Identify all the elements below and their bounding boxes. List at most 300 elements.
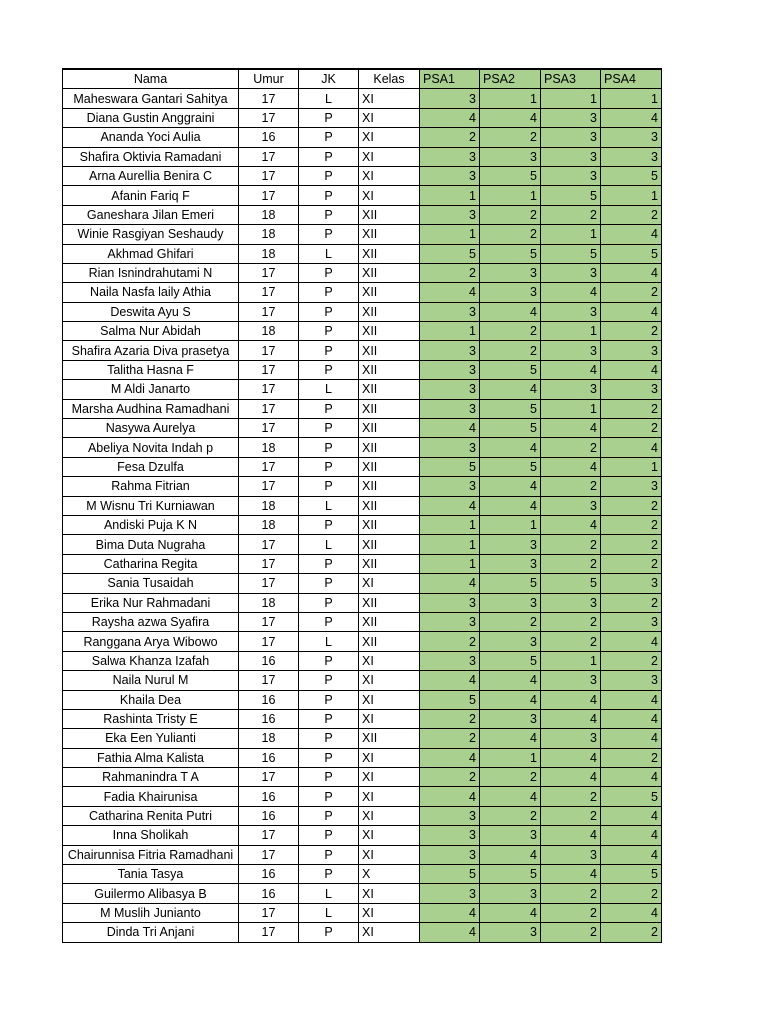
table-row: [63, 884, 662, 903]
psa2-cell: 5: [480, 360, 541, 379]
name-cell: Catharina Regita: [63, 554, 239, 573]
psa4-cell: 4: [601, 845, 662, 864]
gender-cell: L: [299, 89, 359, 108]
psa3-cell: 4: [541, 283, 601, 302]
psa4-cell: 2: [601, 593, 662, 612]
header-psa1: PSA1: [420, 69, 480, 89]
class-cell: XI: [359, 845, 420, 864]
table-row: [63, 147, 662, 166]
gender-cell: P: [299, 147, 359, 166]
psa1-cell: 3: [420, 593, 480, 612]
age-cell: 17: [239, 768, 299, 787]
class-cell: XII: [359, 729, 420, 748]
table-row: [63, 341, 662, 360]
psa2-cell: 4: [480, 787, 541, 806]
gender-cell: P: [299, 593, 359, 612]
age-cell: 16: [239, 651, 299, 670]
name-cell: Akhmad Ghifari: [63, 244, 239, 263]
gender-cell: L: [299, 496, 359, 515]
psa4-cell: 2: [601, 283, 662, 302]
psa2-cell: 5: [480, 457, 541, 476]
psa2-cell: 5: [480, 244, 541, 263]
class-cell: XI: [359, 768, 420, 787]
class-cell: XI: [359, 690, 420, 709]
class-cell: XII: [359, 438, 420, 457]
gender-cell: P: [299, 322, 359, 341]
table-row: [63, 244, 662, 263]
psa2-cell: 4: [480, 690, 541, 709]
psa4-cell: 3: [601, 574, 662, 593]
class-cell: XII: [359, 360, 420, 379]
gender-cell: P: [299, 283, 359, 302]
class-cell: XII: [359, 263, 420, 282]
psa1-cell: 3: [420, 477, 480, 496]
psa2-cell: 3: [480, 535, 541, 554]
table-row: [63, 709, 662, 728]
class-cell: XI: [359, 89, 420, 108]
psa3-cell: 3: [541, 496, 601, 515]
gender-cell: P: [299, 787, 359, 806]
class-cell: XI: [359, 748, 420, 767]
psa3-cell: 2: [541, 632, 601, 651]
name-cell: Winie Rasgiyan Seshaudy: [63, 225, 239, 244]
age-cell: 18: [239, 515, 299, 534]
age-cell: 18: [239, 496, 299, 515]
psa2-cell: 5: [480, 651, 541, 670]
table-row: [63, 205, 662, 224]
psa2-cell: 4: [480, 108, 541, 127]
psa3-cell: 3: [541, 671, 601, 690]
psa2-cell: 4: [480, 496, 541, 515]
name-cell: Diana Gustin Anggraini: [63, 108, 239, 127]
psa2-cell: 5: [480, 399, 541, 418]
age-cell: 17: [239, 302, 299, 321]
table-row: [63, 612, 662, 631]
name-cell: Ganeshara Jilan Emeri: [63, 205, 239, 224]
psa2-cell: 3: [480, 593, 541, 612]
class-cell: XII: [359, 302, 420, 321]
psa2-cell: 4: [480, 477, 541, 496]
name-cell: Tania Tasya: [63, 865, 239, 884]
psa4-cell: 5: [601, 787, 662, 806]
psa3-cell: 2: [541, 612, 601, 631]
psa2-cell: 2: [480, 128, 541, 147]
psa3-cell: 2: [541, 554, 601, 573]
psa3-cell: 4: [541, 768, 601, 787]
table-row: [63, 903, 662, 922]
class-cell: X: [359, 865, 420, 884]
name-cell: Rahma Fitrian: [63, 477, 239, 496]
gender-cell: P: [299, 399, 359, 418]
psa3-cell: 3: [541, 593, 601, 612]
name-cell: Naila Nasfa laily Athia: [63, 283, 239, 302]
age-cell: 17: [239, 89, 299, 108]
table-row: [63, 302, 662, 321]
table-row: [63, 593, 662, 612]
age-cell: 17: [239, 166, 299, 185]
table-row: [63, 574, 662, 593]
name-cell: Nasywa Aurelya: [63, 419, 239, 438]
psa3-cell: 4: [541, 515, 601, 534]
psa1-cell: 4: [420, 787, 480, 806]
table-row: [63, 166, 662, 185]
psa3-cell: 2: [541, 923, 601, 942]
header-jk: JK: [299, 69, 359, 89]
psa4-cell: 3: [601, 147, 662, 166]
name-cell: Guilermo Alibasya B: [63, 884, 239, 903]
gender-cell: L: [299, 884, 359, 903]
psa4-cell: 4: [601, 729, 662, 748]
gender-cell: P: [299, 438, 359, 457]
psa3-cell: 3: [541, 845, 601, 864]
psa3-cell: 1: [541, 322, 601, 341]
name-cell: Deswita Ayu S: [63, 302, 239, 321]
class-cell: XII: [359, 244, 420, 263]
psa4-cell: 4: [601, 438, 662, 457]
gender-cell: P: [299, 574, 359, 593]
name-cell: Shafira Azaria Diva prasetya: [63, 341, 239, 360]
psa2-cell: 3: [480, 826, 541, 845]
psa4-cell: 4: [601, 263, 662, 282]
name-cell: Fathia Alma Kalista: [63, 748, 239, 767]
class-cell: XI: [359, 923, 420, 942]
psa2-cell: 4: [480, 845, 541, 864]
name-cell: Rian Isnindrahutami N: [63, 263, 239, 282]
psa2-cell: 2: [480, 806, 541, 825]
psa4-cell: 4: [601, 225, 662, 244]
psa1-cell: 3: [420, 826, 480, 845]
class-cell: XII: [359, 632, 420, 651]
psa4-cell: 2: [601, 496, 662, 515]
age-cell: 17: [239, 341, 299, 360]
age-cell: 17: [239, 923, 299, 942]
gender-cell: P: [299, 225, 359, 244]
name-cell: Bima Duta Nugraha: [63, 535, 239, 554]
age-cell: 16: [239, 748, 299, 767]
class-cell: XI: [359, 903, 420, 922]
name-cell: Ananda Yoci Aulia: [63, 128, 239, 147]
age-cell: 17: [239, 263, 299, 282]
gender-cell: P: [299, 419, 359, 438]
psa2-cell: 5: [480, 166, 541, 185]
psa1-cell: 3: [420, 806, 480, 825]
psa2-cell: 3: [480, 884, 541, 903]
header-umur: Umur: [239, 69, 299, 89]
psa2-cell: 3: [480, 554, 541, 573]
psa4-cell: 3: [601, 128, 662, 147]
gender-cell: P: [299, 515, 359, 534]
table-row: [63, 380, 662, 399]
psa1-cell: 2: [420, 729, 480, 748]
class-cell: XI: [359, 651, 420, 670]
psa1-cell: 3: [420, 360, 480, 379]
psa3-cell: 4: [541, 709, 601, 728]
psa4-cell: 3: [601, 477, 662, 496]
psa2-cell: 2: [480, 205, 541, 224]
psa4-cell: 3: [601, 341, 662, 360]
gender-cell: P: [299, 477, 359, 496]
age-cell: 17: [239, 419, 299, 438]
age-cell: 18: [239, 729, 299, 748]
class-cell: XII: [359, 554, 420, 573]
name-cell: Afanin Fariq F: [63, 186, 239, 205]
name-cell: Naila Nurul M: [63, 671, 239, 690]
class-cell: XI: [359, 709, 420, 728]
table-row: [63, 89, 662, 108]
age-cell: 16: [239, 709, 299, 728]
psa3-cell: 3: [541, 341, 601, 360]
psa4-cell: 4: [601, 806, 662, 825]
table-row: [63, 438, 662, 457]
psa1-cell: 5: [420, 865, 480, 884]
psa2-cell: 1: [480, 89, 541, 108]
gender-cell: L: [299, 903, 359, 922]
age-cell: 17: [239, 845, 299, 864]
psa3-cell: 4: [541, 419, 601, 438]
name-cell: Catharina Renita Putri: [63, 806, 239, 825]
psa3-cell: 4: [541, 457, 601, 476]
psa2-cell: 3: [480, 709, 541, 728]
student-score-table: [62, 68, 662, 943]
psa4-cell: 3: [601, 671, 662, 690]
psa2-cell: 1: [480, 186, 541, 205]
psa1-cell: 3: [420, 205, 480, 224]
gender-cell: L: [299, 632, 359, 651]
psa3-cell: 1: [541, 225, 601, 244]
gender-cell: P: [299, 341, 359, 360]
name-cell: Ranggana Arya Wibowo: [63, 632, 239, 651]
header-nama: Nama: [63, 69, 239, 89]
psa1-cell: 3: [420, 89, 480, 108]
gender-cell: L: [299, 244, 359, 263]
class-cell: XII: [359, 283, 420, 302]
psa3-cell: 3: [541, 263, 601, 282]
table-row: [63, 457, 662, 476]
psa3-cell: 1: [541, 399, 601, 418]
age-cell: 16: [239, 787, 299, 806]
psa4-cell: 4: [601, 690, 662, 709]
name-cell: Arna Aurellia Benira C: [63, 166, 239, 185]
psa1-cell: 3: [420, 380, 480, 399]
class-cell: XII: [359, 612, 420, 631]
table-row: [63, 651, 662, 670]
table-row: [63, 496, 662, 515]
name-cell: Rashinta Tristy E: [63, 709, 239, 728]
class-cell: XII: [359, 205, 420, 224]
psa2-cell: 3: [480, 147, 541, 166]
name-cell: Raysha azwa Syafira: [63, 612, 239, 631]
psa1-cell: 2: [420, 709, 480, 728]
psa2-cell: 4: [480, 438, 541, 457]
psa4-cell: 2: [601, 884, 662, 903]
class-cell: XI: [359, 147, 420, 166]
name-cell: M Wisnu Tri Kurniawan: [63, 496, 239, 515]
psa4-cell: 2: [601, 554, 662, 573]
table-row: [63, 632, 662, 651]
table-row: [63, 826, 662, 845]
class-cell: XII: [359, 457, 420, 476]
age-cell: 17: [239, 399, 299, 418]
gender-cell: P: [299, 768, 359, 787]
class-cell: XII: [359, 225, 420, 244]
gender-cell: P: [299, 554, 359, 573]
table-row: [63, 108, 662, 127]
gender-cell: P: [299, 166, 359, 185]
age-cell: 18: [239, 322, 299, 341]
age-cell: 18: [239, 593, 299, 612]
psa4-cell: 3: [601, 380, 662, 399]
psa1-cell: 4: [420, 283, 480, 302]
psa2-cell: 5: [480, 419, 541, 438]
psa1-cell: 1: [420, 554, 480, 573]
table-row: [63, 186, 662, 205]
psa4-cell: 1: [601, 186, 662, 205]
psa4-cell: 5: [601, 865, 662, 884]
age-cell: 17: [239, 147, 299, 166]
psa1-cell: 2: [420, 263, 480, 282]
gender-cell: P: [299, 826, 359, 845]
table-body: [63, 89, 662, 942]
age-cell: 17: [239, 632, 299, 651]
psa3-cell: 2: [541, 884, 601, 903]
psa4-cell: 4: [601, 709, 662, 728]
psa1-cell: 2: [420, 128, 480, 147]
name-cell: Salwa Khanza Izafah: [63, 651, 239, 670]
psa2-cell: 2: [480, 225, 541, 244]
table-row: [63, 865, 662, 884]
psa2-cell: 4: [480, 302, 541, 321]
psa4-cell: 2: [601, 399, 662, 418]
psa4-cell: 2: [601, 923, 662, 942]
class-cell: XI: [359, 108, 420, 127]
class-cell: XI: [359, 806, 420, 825]
class-cell: XII: [359, 477, 420, 496]
age-cell: 17: [239, 360, 299, 379]
psa1-cell: 4: [420, 419, 480, 438]
table-row: [63, 225, 662, 244]
psa1-cell: 3: [420, 302, 480, 321]
class-cell: XI: [359, 166, 420, 185]
psa1-cell: 5: [420, 457, 480, 476]
psa1-cell: 1: [420, 535, 480, 554]
name-cell: Eka Een Yulianti: [63, 729, 239, 748]
table-row: [63, 322, 662, 341]
psa3-cell: 2: [541, 806, 601, 825]
table-row: [63, 845, 662, 864]
gender-cell: L: [299, 380, 359, 399]
table-row: [63, 554, 662, 573]
name-cell: Salma Nur Abidah: [63, 322, 239, 341]
psa1-cell: 4: [420, 923, 480, 942]
gender-cell: L: [299, 535, 359, 554]
gender-cell: P: [299, 612, 359, 631]
psa3-cell: 4: [541, 690, 601, 709]
psa2-cell: 5: [480, 574, 541, 593]
gender-cell: P: [299, 709, 359, 728]
psa4-cell: 4: [601, 632, 662, 651]
table-row: [63, 263, 662, 282]
psa3-cell: 4: [541, 865, 601, 884]
psa3-cell: 3: [541, 128, 601, 147]
psa3-cell: 3: [541, 729, 601, 748]
psa3-cell: 2: [541, 477, 601, 496]
psa4-cell: 5: [601, 244, 662, 263]
psa1-cell: 4: [420, 108, 480, 127]
name-cell: Abeliya Novita Indah p: [63, 438, 239, 457]
age-cell: 17: [239, 554, 299, 573]
name-cell: Shafira Oktivia Ramadani: [63, 147, 239, 166]
psa2-cell: 4: [480, 671, 541, 690]
age-cell: 16: [239, 128, 299, 147]
table-row: [63, 360, 662, 379]
name-cell: Inna Sholikah: [63, 826, 239, 845]
psa3-cell: 4: [541, 360, 601, 379]
psa1-cell: 5: [420, 244, 480, 263]
psa3-cell: 4: [541, 826, 601, 845]
psa3-cell: 2: [541, 787, 601, 806]
psa1-cell: 3: [420, 884, 480, 903]
name-cell: Talitha Hasna F: [63, 360, 239, 379]
name-cell: Chairunnisa Fitria Ramadhani: [63, 845, 239, 864]
psa4-cell: 4: [601, 768, 662, 787]
age-cell: 17: [239, 380, 299, 399]
table-row: [63, 535, 662, 554]
age-cell: 17: [239, 108, 299, 127]
psa1-cell: 1: [420, 515, 480, 534]
psa3-cell: 3: [541, 108, 601, 127]
psa2-cell: 2: [480, 768, 541, 787]
psa3-cell: 1: [541, 651, 601, 670]
table-row: [63, 283, 662, 302]
psa2-cell: 5: [480, 865, 541, 884]
class-cell: XII: [359, 515, 420, 534]
psa4-cell: 4: [601, 302, 662, 321]
class-cell: XI: [359, 671, 420, 690]
psa3-cell: 3: [541, 147, 601, 166]
table-row: [63, 748, 662, 767]
class-cell: XI: [359, 186, 420, 205]
psa2-cell: 2: [480, 341, 541, 360]
psa3-cell: 3: [541, 166, 601, 185]
psa4-cell: 4: [601, 108, 662, 127]
class-cell: XI: [359, 574, 420, 593]
gender-cell: P: [299, 263, 359, 282]
name-cell: Rahmanindra T A: [63, 768, 239, 787]
psa4-cell: 1: [601, 457, 662, 476]
psa1-cell: 3: [420, 651, 480, 670]
table-row: [63, 923, 662, 942]
age-cell: 17: [239, 574, 299, 593]
gender-cell: P: [299, 205, 359, 224]
psa3-cell: 2: [541, 903, 601, 922]
class-cell: XII: [359, 593, 420, 612]
table-row: [63, 690, 662, 709]
psa1-cell: 3: [420, 438, 480, 457]
psa2-cell: 3: [480, 632, 541, 651]
class-cell: XI: [359, 826, 420, 845]
psa1-cell: 3: [420, 166, 480, 185]
psa2-cell: 2: [480, 612, 541, 631]
psa2-cell: 3: [480, 283, 541, 302]
class-cell: XII: [359, 341, 420, 360]
psa1-cell: 4: [420, 671, 480, 690]
name-cell: Marsha Audhina Ramadhani: [63, 399, 239, 418]
age-cell: 17: [239, 477, 299, 496]
psa2-cell: 4: [480, 729, 541, 748]
age-cell: 17: [239, 826, 299, 845]
psa1-cell: 4: [420, 574, 480, 593]
table-row: [63, 787, 662, 806]
